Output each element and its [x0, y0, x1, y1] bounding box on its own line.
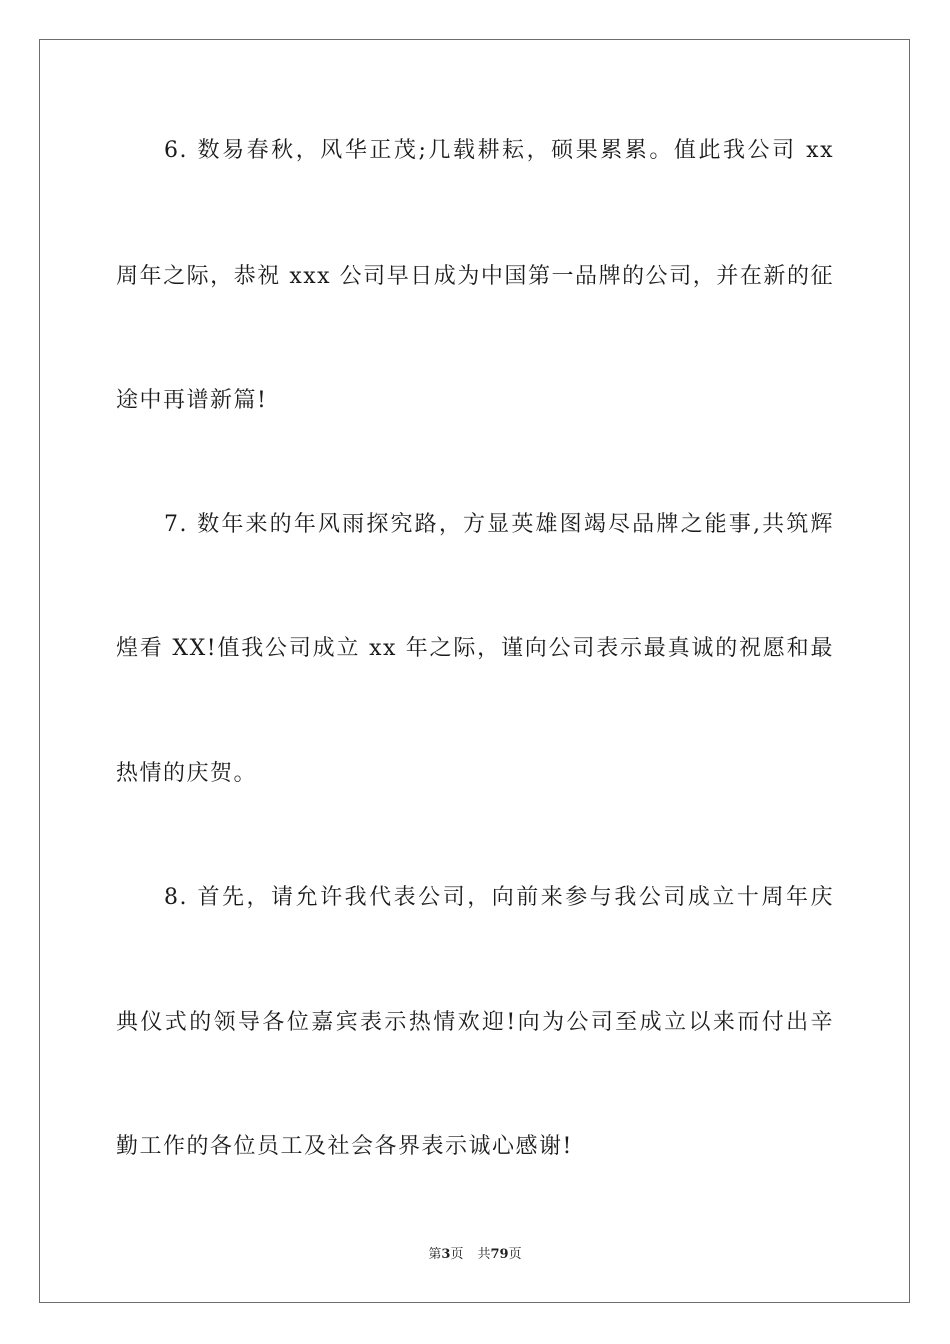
footer-total-suffix: 页 — [508, 1247, 522, 1262]
paragraph-7-line-1: 7. 数年来的年风雨探究路，方显英雄图竭尽品牌之能事,共筑辉 — [164, 512, 834, 537]
footer-current-page: 3 — [441, 1247, 451, 1262]
paragraph-6-line-3: 途中再谱新篇! — [116, 388, 268, 413]
page-frame — [39, 39, 910, 1303]
paragraph-8-line-2: 典仪式的领导各位嘉宾表示热情欢迎!向为公司至成立以来而付出辛 — [116, 1010, 834, 1035]
paragraph-7-line-2: 煌看 XX!值我公司成立 xx 年之际，谨向公司表示最真诚的祝愿和最 — [116, 636, 834, 661]
paragraph-7-line-3: 热情的庆贺。 — [116, 761, 258, 786]
footer-current-suffix: 页 — [450, 1247, 464, 1262]
paragraph-6-line-2: 周年之际，恭祝 xxx 公司早日成为中国第一品牌的公司，并在新的征 — [116, 264, 834, 289]
paragraph-6-line-1: 6. 数易春秋，风华正茂;几载耕耘，硕果累累。值此我公司 xx — [164, 138, 834, 163]
page-footer — [0, 1246, 950, 1264]
footer-current-prefix: 第 — [428, 1247, 442, 1262]
paragraph-8-line-3: 勤工作的各位员工及社会各界表示诚心感谢! — [116, 1134, 573, 1159]
footer-total-prefix: 共 — [477, 1247, 491, 1262]
footer-total-pages: 79 — [490, 1247, 509, 1262]
paragraph-8-line-1: 8. 首先，请允许我代表公司，向前来参与我公司成立十周年庆 — [164, 885, 834, 910]
